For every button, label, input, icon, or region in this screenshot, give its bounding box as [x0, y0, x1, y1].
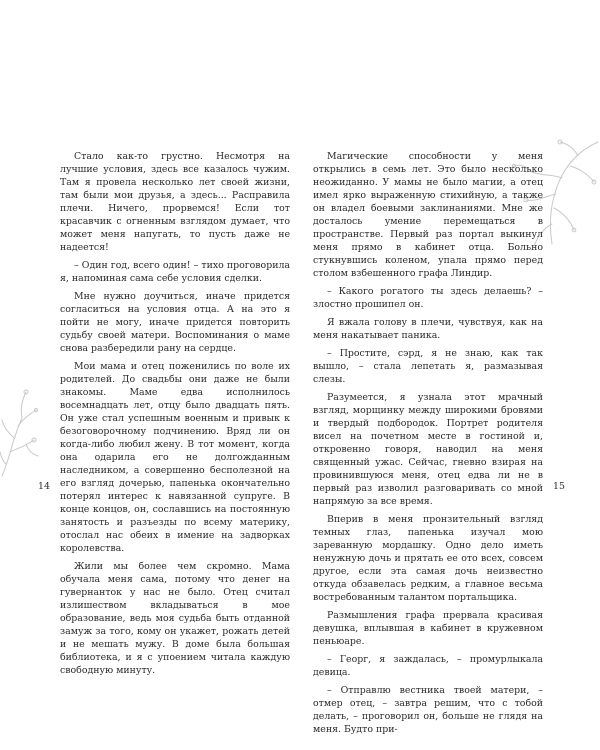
- paragraph: Я вжала голову в плечи, чувствуя, как на меня накатывает паника.: [313, 317, 543, 341]
- paragraph: Размышления графа прервала красивая девушка, вплывшая в кабинет в кружевном пеньюаре.: [313, 610, 543, 647]
- paragraph: Мне нужно доучиться, иначе придется согласиться на условия отца. А на это я пойти не могу, иначе придется повторить судьбу своей матери. Воспоминания о маме снова разбередили рану на сердце.: [60, 291, 290, 354]
- paragraph: Разумеется, я узнала этот мрачный взгляд, морщинку между широкими бровями и твердый подбородок. Портрет родителя висел на почетном месте в гостиной и, откровенно говоря, наводил на меня священный ужас. Сейчас, гневно взирая на провинившуюся меня, отец едва ли не в первый раз изволил разговаривать со мной напрямую за все время.: [313, 392, 543, 507]
- paragraph: Магические способности у меня открылись в семь лет. Это было несколько неожиданно. У мамы не было магии, а отец имел ярко выраженную стихийную, а также он владел боевыми заклинаниями. Мне же досталось умение перемещаться в пространстве. Первый раз портал выкинул меня прямо в кабинет отца. Больно стукнувшись коленом, упала прямо перед столом взбешенного графа Линдир.: [313, 151, 543, 279]
- page-number-left: 14: [38, 481, 50, 492]
- paragraph: Стало как-то грустно. Несмотря на лучшие условия, здесь все казалось чужим. Там я провела несколько лет своей жизни, там были мои друзья, а здесь... Расправила плечи. Ничего, прорвемся! Если тот красавчик с огненным взглядом думает, что может меня напугать, то пусть даже не надеется!: [60, 151, 290, 253]
- paragraph: Жили мы более чем скромно. Мама обучала меня сама, потому что денег на гувернанток у нас не было. Отец считал излишеством вкладываться в мое образование, ведь моя судьба быть отданной замуж за того, кому он укажет, рожать детей и не мешать мужу. В доме была большая библиотека, и я с упоением читала каждую свободную минуту.: [60, 561, 290, 676]
- paragraph: – Какого рогатого ты здесь делаешь? – злостно прошипел он.: [313, 286, 543, 310]
- right-page: [313, 150, 543, 741]
- paragraph: – Отправлю вестника твоей матери, – отмер отец, – завтра решим, что с тобой делать, – проговорил он, больше не глядя на меня. Будто при-: [313, 685, 543, 735]
- paragraph: – Георг, я заждалась, – промурлыкала девица.: [313, 654, 543, 678]
- floral-ornament-left: [0, 388, 40, 478]
- paragraph: – Простите, сэрд, я не знаю, как так вышло, – стала лепетать я, размазывая слезы.: [313, 348, 543, 385]
- left-page: [60, 150, 290, 682]
- page-number-right: 15: [553, 481, 565, 492]
- paragraph: Вперив в меня пронзительный взгляд темных глаз, папенька изучал мою зареванную мордашку. Одно дело иметь ненужную дочь и прятать ее ото всех, совсем другое, если эта самая дочь неизвестно откуда обзавелась редким, а главное весьма востребованным талантом портальщика.: [313, 514, 543, 603]
- paragraph: – Один год, всего один! – тихо проговорила я, напоминая сама себе условия сделки.: [60, 260, 290, 284]
- paragraph: Мои мама и отец поженились по воле их родителей. До свадьбы они даже не были знакомы. Маме едва исполнилось восемнадцать лет, отцу было двадцать пять. Он уже стал успешным военным и привык к безоговорочному подчинению. Вряд ли он когда-либо любил жену. В тот момент, когда она одарила его не долгожданным наследником, а совершенно бесполезной на его взгляд дочерью, папенька окончательно потерял интерес к навязанной супруге. В конце концов, он, сославшись на постоянную занятость и разъезды по всему материку, отослал нас обеих в имение на задворках королевства.: [60, 361, 290, 554]
